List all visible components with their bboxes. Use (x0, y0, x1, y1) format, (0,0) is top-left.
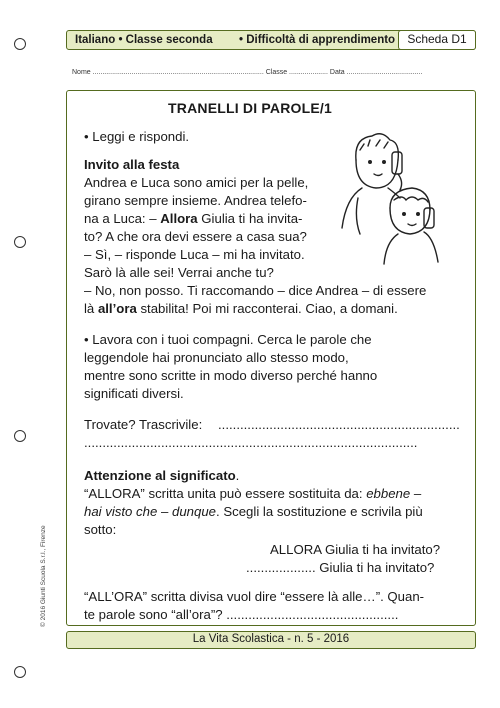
story-text: là (84, 301, 98, 316)
story-line-7: – No, non posso. Ti raccomando – dice Andrea – di essere (84, 283, 427, 298)
student-fields: Nome ........................................................................................ Classe .................... Data ....................................... (72, 69, 423, 76)
header-subject: Italiano • Classe seconda (75, 34, 213, 46)
attention-heading-dot: . (235, 468, 240, 483)
example-sentence: ALLORA Giulia ti ha invitato? (270, 542, 441, 557)
instruction-work-line-2: leggendole hai pronunciato allo stesso modo, (84, 350, 349, 365)
boy-with-phone-icon (342, 134, 402, 234)
binder-hole-3 (14, 430, 26, 442)
binder-hole-1 (14, 38, 26, 50)
binder-hole-2 (14, 236, 26, 248)
instruction-work-line-1: • Lavora con i tuoi compagni. Cerca le parole che (84, 332, 372, 347)
boys-phone-illustration (328, 128, 448, 270)
story-line-3 (84, 210, 302, 228)
question-line-1: “ALL’ORA” scritta divisa vuol dire “essere là alle…”. Quan- (84, 589, 425, 604)
story-line-2: girano sempre insieme. Andrea telefo- (84, 193, 307, 208)
attention-text: – (410, 486, 422, 501)
attention-line-3: sotto: (84, 522, 117, 537)
sheet-label: Scheda D1 (398, 30, 476, 50)
story-line-4: to? A che ora devi essere a casa sua? (84, 229, 307, 244)
word-dunque: dunque (171, 504, 216, 519)
story-line-5: – Sì, – risponde Luca – mi ha invitato. (84, 247, 305, 262)
instruction-work-line-4: significati diversi. (84, 386, 184, 401)
attention-heading (84, 467, 239, 485)
attention-text: . Scegli la sostituzione e scrivila più (216, 504, 423, 519)
boy-with-phone-icon (384, 188, 438, 264)
trovate-label: Trovate? Trascrivile: (84, 417, 203, 432)
story-line-6: Sarò là alle sei! Verrai anche tu? (84, 265, 274, 280)
example-blank-sentence[interactable]: ................... Giulia ti ha invitato? (246, 560, 435, 575)
answer-line-1[interactable]: .................................................................. (218, 417, 460, 432)
word-hai-visto-che: hai visto che (84, 504, 158, 519)
story-text: stabilita! Poi mi racconterai. Ciao, a domani. (136, 301, 398, 316)
attention-line-1 (84, 485, 421, 503)
instruction-work-line-3: mentre sono scritte in modo diverso perché hanno (84, 368, 378, 383)
word-all-ora: all’ora (97, 301, 137, 316)
attention-heading-text: Attenzione al significato (84, 468, 236, 483)
attention-line-2 (84, 503, 423, 521)
instruction-read: • Leggi e rispondi. (84, 129, 190, 144)
story-text: na a Luca: – (84, 211, 161, 226)
answer-line-2[interactable]: ........................................................................................... (84, 435, 418, 450)
footer-bar: La Vita Scolastica - n. 5 - 2016 (66, 631, 476, 649)
attention-text: – (157, 504, 172, 519)
story-text: Giulia ti ha invita- (197, 211, 303, 226)
story-heading: Invito alla festa (84, 157, 180, 172)
attention-text: “ALLORA” scritta unita può essere sostituita da: (84, 486, 367, 501)
copyright-note: © 2016 Giunti Scuola S.r.l., Firenze (40, 525, 47, 627)
story-line-1: Andrea e Luca sono amici per la pelle, (84, 175, 309, 190)
header-topic: • Difficoltà di apprendimento (239, 34, 396, 46)
binder-hole-4 (14, 666, 26, 678)
word-allora: Allora (160, 211, 198, 226)
header-bar (66, 30, 476, 50)
story-line-8 (84, 300, 398, 318)
word-ebbene: ebbene (366, 486, 411, 501)
question-line-2[interactable]: te parole sono “all’ora”? ............................................... (84, 607, 399, 622)
page-title: TRANELLI DI PAROLE/1 (168, 100, 332, 116)
